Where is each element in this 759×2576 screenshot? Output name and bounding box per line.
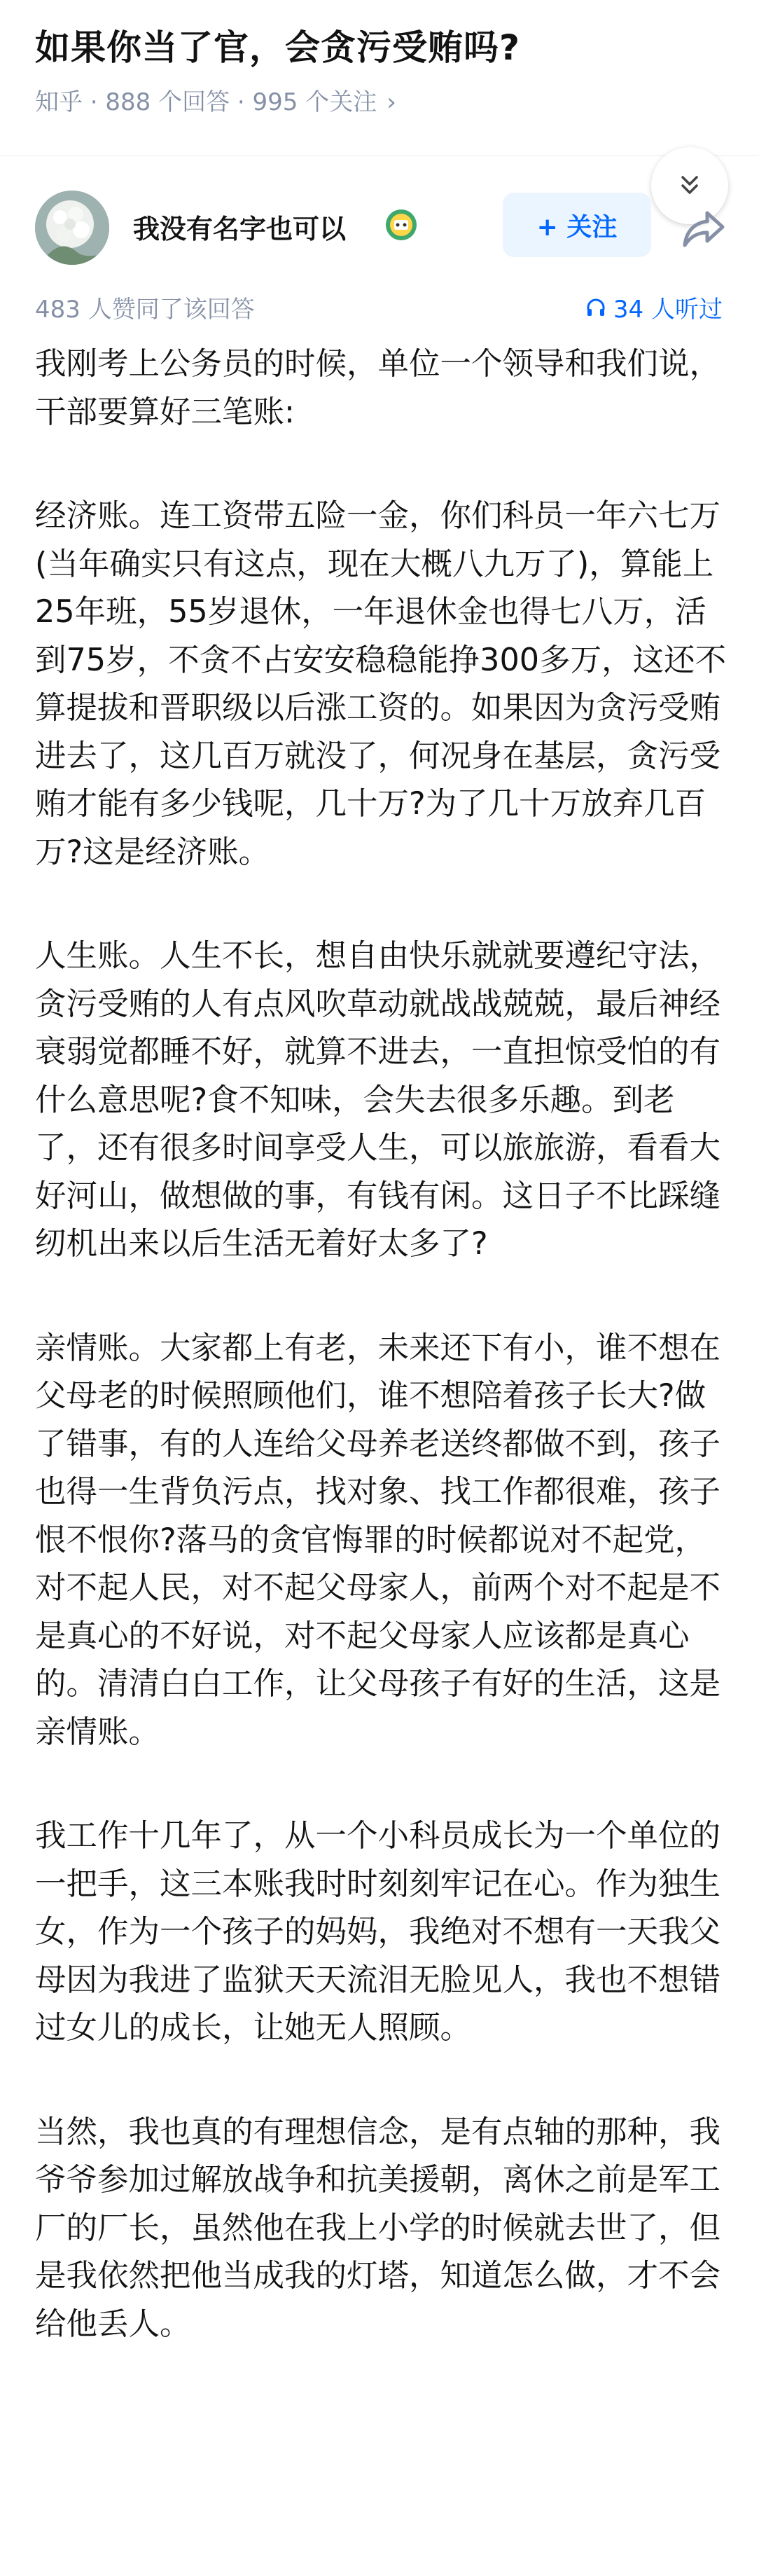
listen-count: 34 人听过	[613, 296, 723, 324]
paragraph: 我刚考上公务员的时候，单位一个领导和我们说，干部要算好三笔账:	[35, 346, 721, 430]
avatar[interactable]	[35, 191, 109, 265]
listen-button[interactable]	[585, 290, 723, 324]
paragraph: 我工作十几年了，从一个小科员成长为一个单位的一把手，这三本账我时时刻刻牢记在心。作为独生女，作为一个孩子的妈妈，我绝对不想有一天我父母因为我进了监狱天天流泪无脸见人，我也不想错过女儿的成长，让她无人照顾。	[35, 1818, 721, 2046]
question-meta[interactable]	[35, 83, 396, 117]
paragraph: 当然，我也真的有理想信念，是有点轴的那种，我爷爷参加过解放战争和抗美援朝，离休之前是军工厂的厂长，虽然他在我上小学的时候就去世了，但是我依然把他当成我的灯塔，知道怎么做，才不会给他丢人。	[35, 2114, 721, 2342]
answer-content	[35, 340, 728, 2348]
follow-button[interactable]: + 关注	[503, 193, 651, 257]
question-stats: 知乎 · 888 个回答 · 995 个关注	[35, 88, 377, 116]
paragraph: 经济账。连工资带五险一金，你们科员一年六七万(当年确实只有这点，现在大概八九万了)，算能上25年班，55岁退休，一年退休金也得七八万，活到75岁，不贪不占安安稳稳能挣300多万，这还不算提拔和晋职级以后涨工资的。如果因为贪污受贿进去了，这几百万就没了，何况身在基层，贪污受贿才能有多少钱呢，几十万?为了几十万放弃几百万?这是经济账。	[35, 498, 727, 870]
paragraph: 亲情账。大家都上有老，未来还下有小，谁不想在父母老的时候照顾他们，谁不想陪着孩子长大?做了错事，有的人连给父母养老送终都做不到，孩子也得一生背负污点，找对象、找工作都很难，孩子恨不恨你?落马的贪官悔罪的时候都说对不起党，对不起人民，对不起父母家人，前两个对不起是不是真心的不好说，对不起父母家人应该都是真心的。清清白白工作，让父母孩子有好的生活，这是亲情账。	[35, 1330, 721, 1750]
badge-icon	[384, 207, 419, 242]
chevron-right-icon: ›	[387, 88, 396, 116]
paragraph: 人生账。人生不长，想自由快乐就就要遵纪守法，贪污受贿的人有点风吹草动就战战兢兢，最后神经衰弱觉都睡不好，就算不进去，一直担惊受怕的有什么意思呢?食不知味，会失去很多乐趣。到老了，还有很多时间享受人生，可以旅旅游，看看大好河山，做想做的事，有钱有闲。这日子不比踩缝纫机出来以后生活无着好太多了?	[35, 938, 721, 1262]
share-icon[interactable]	[679, 203, 730, 254]
question-title[interactable]: 如果你当了官，会贪污受贿吗?	[35, 27, 521, 68]
double-chevron-down-icon	[676, 172, 704, 200]
author-name[interactable]: 我没有名字也可以	[133, 214, 347, 244]
like-count[interactable]: 483 人赞同了该回答	[35, 296, 255, 324]
headphones-icon	[585, 297, 606, 318]
